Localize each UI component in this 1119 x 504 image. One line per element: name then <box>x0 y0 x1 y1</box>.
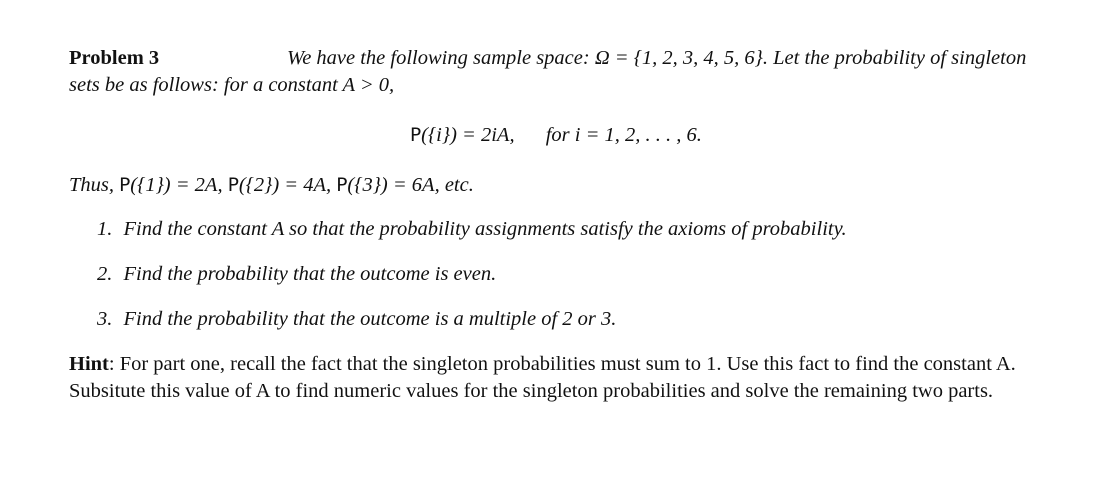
task-item <box>97 218 847 241</box>
p2-expression: ({2}) = 4A, <box>238 174 332 196</box>
task-text: Find the probability that the outcome is even. <box>123 263 497 285</box>
task-item <box>97 263 496 286</box>
display-equation <box>410 124 702 147</box>
hint-label: Hint <box>69 353 109 375</box>
hint-text-line1: : For part one, recall the fact that the singleton probabilities must sum to 1. Use this fact to find the constant A. <box>108 353 1016 375</box>
problem-label: Problem 3 <box>69 47 160 69</box>
probability-symbol: P <box>336 175 348 196</box>
p1-expression: ({1}) = 2A, <box>130 174 223 196</box>
task-number: 1. <box>97 218 113 240</box>
task-number: 3. <box>97 308 113 330</box>
p3-expression: ({3}) = 6A, etc. <box>347 174 474 196</box>
probability-symbol: P <box>410 125 422 146</box>
hint-line1 <box>69 353 1016 376</box>
problem-intro-line1: We have the following sample space: Ω = {1, 2, 3, 4, 5, 6}. Let the probability of singleton <box>287 47 1027 69</box>
problem-heading-line <box>69 47 159 70</box>
task-text: Find the probability that the outcome is a multiple of 2 or 3. <box>123 308 617 330</box>
equation-lhs: ({i}) = 2iA, <box>421 124 515 146</box>
probability-symbol: P <box>227 175 239 196</box>
task-item <box>97 308 616 331</box>
hint-text-line2: Subsitute this value of A to find numeric values for the singleton probabilities and solve the remaining two parts. <box>69 380 994 402</box>
thus-word: Thus, <box>69 174 115 196</box>
task-text: Find the constant A so that the probability assignments satisfy the axioms of probability. <box>123 218 847 240</box>
equation-condition: for i = 1, 2, . . . , 6. <box>545 124 702 146</box>
task-number: 2. <box>97 263 113 285</box>
thus-line <box>69 174 474 197</box>
probability-symbol: P <box>119 175 131 196</box>
problem-intro-line2: sets be as follows: for a constant A > 0, <box>69 74 395 96</box>
